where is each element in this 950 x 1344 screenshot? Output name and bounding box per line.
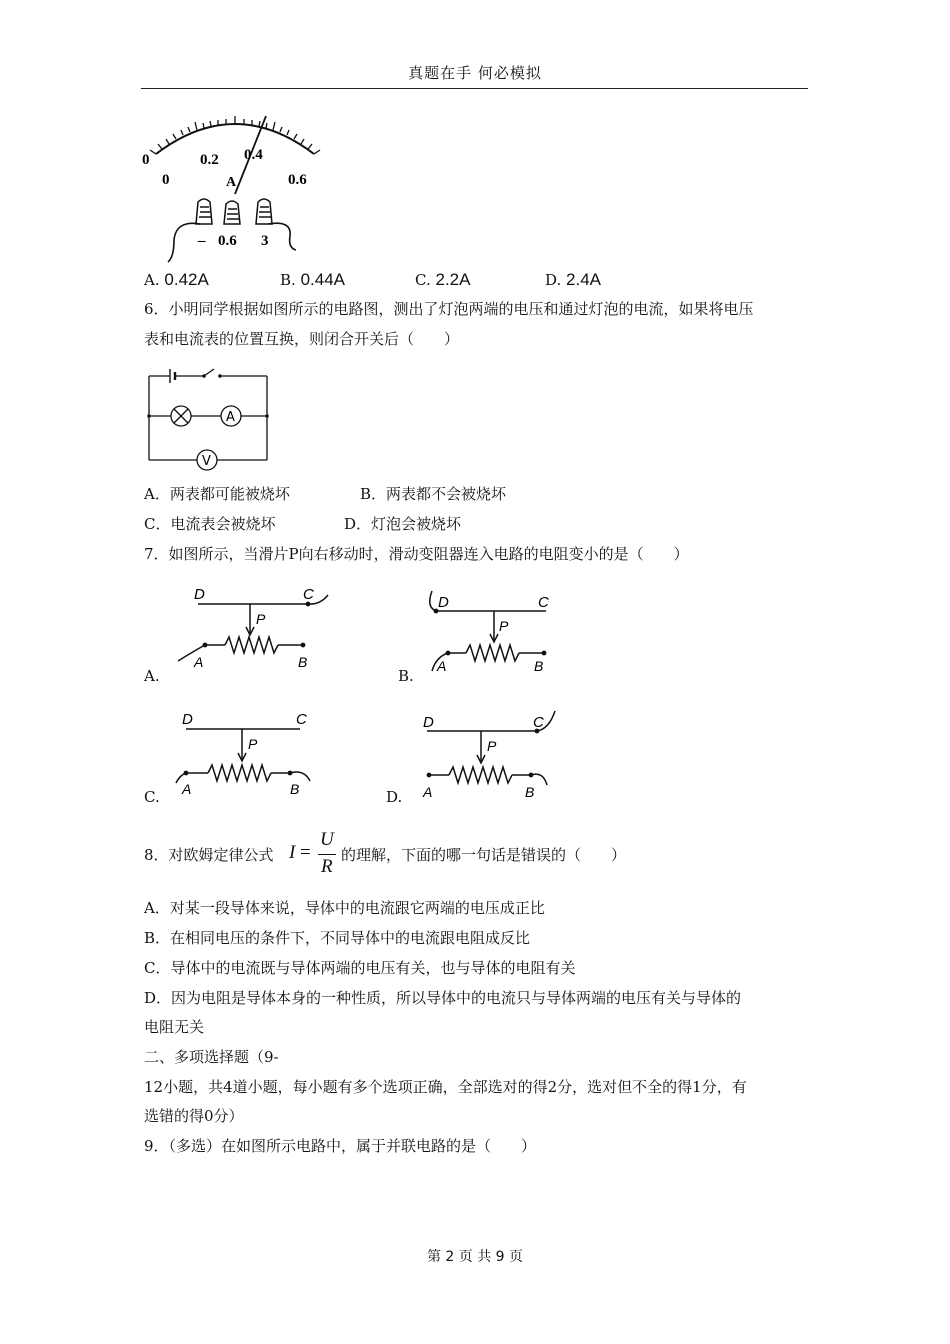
rheostat-figure-b (420, 585, 570, 677)
option-letter: C. (415, 271, 431, 289)
q6-option-c: C．电流表会被烧坏 (144, 515, 276, 533)
terminal-b-label: B (525, 784, 535, 800)
terminal-a-label: A (423, 784, 433, 800)
q7-option-c: C. (144, 788, 160, 806)
section2-heading: 二、多项选择题（9- (144, 1048, 279, 1066)
q9-stem: 9．（多选）在如图所示电路中，属于并联电路的是（ ） (144, 1137, 537, 1155)
rheostat-figure-a (170, 585, 340, 675)
page-header: 真题在手 何必模拟 (408, 64, 542, 82)
voltmeter-symbol-label: V (202, 454, 211, 469)
terminal-c-label: C (533, 714, 544, 731)
q8-stem-prefix: 8．对欧姆定律公式 (144, 846, 274, 864)
section2-instructions-line2: 选错的得0分） (144, 1107, 244, 1125)
q6-circuit-diagram (144, 358, 274, 468)
q6-option-d: D．灯泡会被烧坏 (344, 515, 462, 533)
q5-option-a (144, 270, 209, 290)
formula-lhs: I (289, 842, 296, 863)
terminal-label-3: 3 (261, 233, 269, 249)
q8-option-d: D．因为电阻是导体本身的一种性质，所以导体中的电流只与导体两端的电压有关与导体的 (144, 989, 742, 1007)
slider-p-label: P (499, 618, 509, 634)
q6-option-b: B．两表都不会被烧坏 (360, 485, 507, 503)
q7-stem: 7．如图所示，当滑片P向右移动时，滑动变阻器连入电路的电阻变小的是（ ） (144, 545, 689, 563)
option-value: 2.4A (566, 270, 602, 289)
page-footer: 第 2 页 共 9 页 (426, 1249, 524, 1265)
section2-instructions-line1: 12小题，共4道小题，每小题有多个选项正确，全部选对的得2分，选对但不全的得1分，有 (144, 1078, 747, 1096)
terminal-c-label: C (303, 586, 314, 603)
q6-stem-line2: 表和电流表的位置互换，则闭合开关后（ ） (144, 330, 460, 348)
q8-option-c: C．导体中的电流既与导体两端的电压有关，也与导体的电阻有关 (144, 959, 576, 977)
ammeter-dial-figure (140, 112, 330, 262)
slider-p-label: P (248, 736, 258, 752)
q7-option-a: A. (144, 667, 160, 685)
rheostat-figure-d (415, 707, 575, 799)
q5-option-b (280, 270, 345, 290)
dial-label-0.4: 0.4 (244, 147, 263, 163)
terminal-label-0.6: 0.6 (218, 233, 237, 249)
q7-option-b: B. (398, 667, 414, 685)
terminal-d-label: D (182, 711, 193, 728)
dial-label-0.2: 0.2 (200, 152, 219, 168)
terminal-b-label: B (298, 654, 308, 670)
rheostat-figure-c (170, 707, 330, 797)
q6-stem-line1: 6．小明同学根据如图所示的电路图，测出了灯泡两端的电压和通过灯泡的电流，如果将电压 (144, 300, 754, 318)
terminal-d-label: D (438, 594, 449, 611)
formula-denominator: R (321, 856, 333, 877)
q8-stem-suffix: 的理解，下面的哪一句话是错误的（ ） (341, 846, 627, 864)
slider-p-label: P (487, 738, 497, 754)
formula-equals: = (300, 842, 311, 863)
terminal-a-label: A (437, 658, 447, 674)
dial-label-0-inner: 0 (162, 172, 170, 188)
q8-option-b: B．在相同电压的条件下，不同导体中的电流跟电阻成反比 (144, 929, 531, 947)
terminal-posts (196, 199, 272, 224)
terminal-d-label: D (194, 586, 205, 603)
terminal-b-label: B (534, 658, 544, 674)
q8-option-a: A．对某一段导体来说，导体中的电流跟它两端的电压成正比 (144, 899, 545, 917)
formula-fraction-bar (318, 854, 336, 855)
option-value: 0.44A (300, 270, 346, 289)
q8-option-d-cont: 电阻无关 (144, 1018, 205, 1036)
dial-label-0.6: 0.6 (288, 172, 307, 188)
header-divider (141, 88, 808, 89)
option-letter: A. (144, 271, 160, 289)
q6-option-a: A．两表都可能被烧坏 (144, 485, 290, 503)
option-value: 0.42A (164, 270, 209, 289)
terminal-b-label: B (290, 781, 300, 797)
q5-option-c (415, 270, 470, 290)
option-letter: D. (545, 271, 562, 289)
option-letter: B. (280, 271, 296, 289)
formula-numerator: U (320, 829, 334, 850)
ammeter-symbol-label: A (226, 410, 235, 425)
option-value: 2.2A (435, 270, 471, 289)
slider-p-label: P (256, 611, 266, 627)
terminal-a-label: A (194, 654, 204, 670)
q5-option-d (545, 270, 601, 290)
terminal-d-label: D (423, 714, 434, 731)
q7-option-d: D. (386, 788, 403, 806)
terminal-a-label: A (182, 781, 192, 797)
terminal-c-label: C (296, 711, 307, 728)
dial-label-0-outer: 0 (142, 152, 150, 168)
terminal-label-minus: – (198, 233, 206, 249)
dial-unit-label: A (226, 175, 237, 190)
terminal-c-label: C (538, 594, 549, 611)
